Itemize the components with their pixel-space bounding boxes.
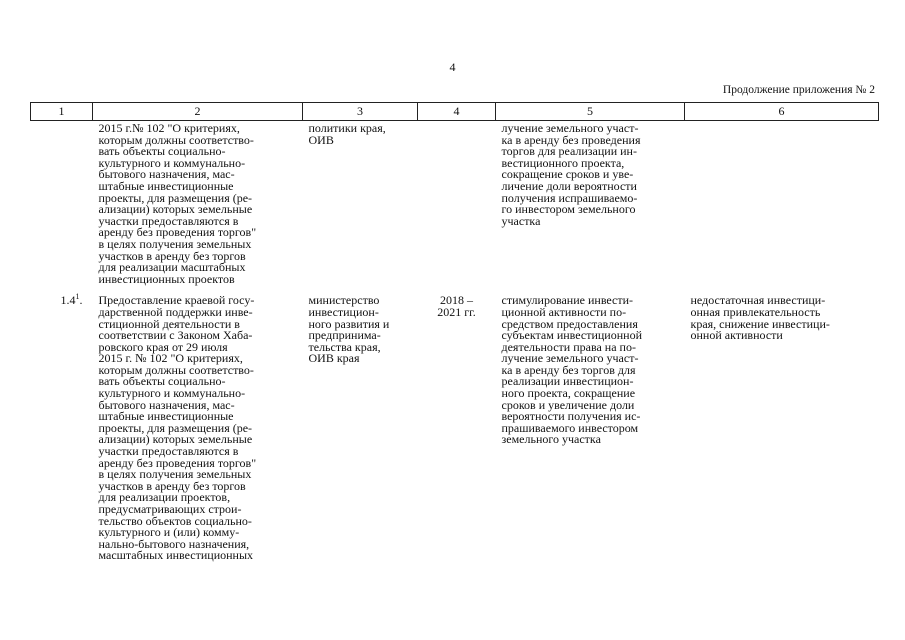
text-line: края, снижение инвестици- [690, 316, 830, 331]
cell-risk [685, 293, 879, 562]
text-line: ного развития и [308, 316, 390, 331]
text-line: вать объекты социально- [98, 144, 226, 159]
text-line: культурного и (или) комму- [98, 525, 240, 540]
text-line: онная привлекательность [690, 304, 821, 319]
text-line: штабные инвестиционные [98, 178, 234, 193]
header-col-1: 1 [31, 103, 93, 121]
text-line: нально-бытового назначения, [98, 536, 250, 551]
text-line: средством предоставления [501, 316, 638, 331]
text-line: ализации) которых земельные [98, 202, 253, 217]
text-line: для реализации проектов, [98, 490, 231, 505]
header-col-4: 4 [418, 103, 496, 121]
text-line: участки предоставляются в [98, 444, 239, 459]
text-line: 2015 г.№ 102 "О критериях, [98, 121, 240, 135]
header-col-6: 6 [685, 103, 879, 121]
text-line: личение доли вероятности [501, 178, 637, 193]
header-col-5: 5 [496, 103, 685, 121]
text-line: прашиваемого инвестором [501, 420, 639, 435]
text-line: го инвестором земельного [501, 202, 636, 217]
text-line: ного проекта, сокращение [501, 386, 636, 401]
text-line: которым должны соответство- [98, 362, 254, 377]
text-line: аренду без проведения торгов" [98, 455, 257, 470]
text-line: получения испрашиваемо- [501, 190, 638, 205]
text-line: проекты, для размещения (ре- [98, 420, 253, 435]
text-line: культурного и коммунально- [98, 386, 246, 401]
text-line: Предоставление краевой госу- [98, 293, 255, 308]
cell-measure [93, 293, 303, 562]
cell-result [496, 293, 685, 562]
text-line: участка [501, 213, 541, 228]
text-line: аренду без проведения торгов" [98, 225, 257, 240]
cell-number [31, 121, 93, 294]
header-col-3: 3 [303, 103, 418, 121]
text-line: культурного и коммунально- [98, 155, 246, 170]
text-line: 2018 – [440, 293, 473, 308]
text-line: предусматривающих строи- [98, 502, 242, 516]
text-line: ОИВ края [308, 351, 360, 366]
text-line: земельного участка [501, 432, 601, 447]
text-line: участков в аренду без торгов [98, 248, 246, 263]
item-number-dot: . [79, 293, 83, 308]
text-line: ка в аренду без торгов для [501, 362, 636, 377]
cell-period [418, 293, 496, 562]
cell-measure [93, 121, 303, 294]
text-line: 2015 г. № 102 "О критериях, [98, 351, 243, 366]
cell-executor [303, 293, 418, 562]
item-number-superscript: 1 [75, 292, 80, 302]
text-line: соответствии с Законом Хаба- [98, 328, 253, 343]
text-line: лучение земельного участ- [501, 121, 639, 135]
text-line: онной активности [690, 328, 783, 343]
text-line: штабные инвестиционные [98, 409, 234, 424]
text-line: лучение земельного участ- [501, 351, 639, 366]
text-line: политики края, [308, 121, 386, 135]
text-line: стимулирование инвести- [501, 293, 634, 308]
text-line: ка в аренду без проведения [501, 132, 641, 147]
text-line: в целях получения земельных [98, 467, 252, 482]
text-line: тельства края, [308, 339, 381, 354]
text-line: вать объекты социально- [98, 374, 226, 389]
measures-table [30, 102, 879, 562]
cell-period [418, 121, 496, 294]
cell-result [496, 121, 685, 294]
text-line: министерство [308, 293, 380, 308]
text-line: инвестицион- [308, 304, 379, 319]
text-line: 2021 гг. [437, 304, 476, 319]
text-line: деятельности права на по- [501, 339, 636, 354]
page-number: 4 [449, 60, 456, 74]
text-line: ровского края от 29 июля [98, 339, 228, 354]
header-row [31, 103, 879, 121]
text-line: вестиционного проекта, [501, 155, 625, 170]
text-line: бытового назначения, мас- [98, 167, 235, 182]
text-line: ализации) которых земельные [98, 432, 253, 447]
table-row-continued [31, 121, 879, 294]
text-line: недостаточная инвестици- [690, 293, 826, 308]
text-line: тельство объектов социально- [98, 513, 252, 528]
text-line: ционной активности по- [501, 304, 627, 319]
text-line: субъектам инвестиционной [501, 328, 642, 343]
text-line: ОИВ [308, 132, 334, 147]
text-line: для реализации масштабных [98, 260, 246, 275]
text-line: масштабных инвестиционных [98, 548, 254, 563]
text-line: реализации инвестицион- [501, 374, 634, 389]
text-line: сокращение сроков и уве- [501, 167, 634, 182]
text-line: в целях получения земельных [98, 236, 252, 251]
cell-risk [685, 121, 879, 294]
text-line: участки предоставляются в [98, 213, 239, 228]
text-line: участков в аренду без торгов [98, 478, 246, 493]
text-line: предпринима- [308, 328, 381, 343]
header-col-2: 2 [93, 103, 303, 121]
text-line: сроков и увеличение доли [501, 397, 635, 412]
cell-executor [303, 121, 418, 294]
text-line: стиционной деятельности в [98, 316, 240, 331]
text-line: торгов для реализации ин- [501, 144, 637, 159]
text-line: бытового назначения, мас- [98, 397, 235, 412]
item-number: 1.4 [60, 293, 76, 308]
continuation-label: Продолжение приложения № 2 [722, 84, 875, 96]
text-line: вероятности получения ис- [501, 409, 641, 424]
text-line: которым должны соответство- [98, 132, 254, 147]
cell-number [31, 293, 93, 562]
text-line: проекты, для размещения (ре- [98, 190, 253, 205]
text-line: дарственной поддержки инве- [98, 304, 253, 319]
text-line: инвестиционных проектов [98, 271, 235, 286]
table-row-1-4-1 [31, 293, 879, 562]
